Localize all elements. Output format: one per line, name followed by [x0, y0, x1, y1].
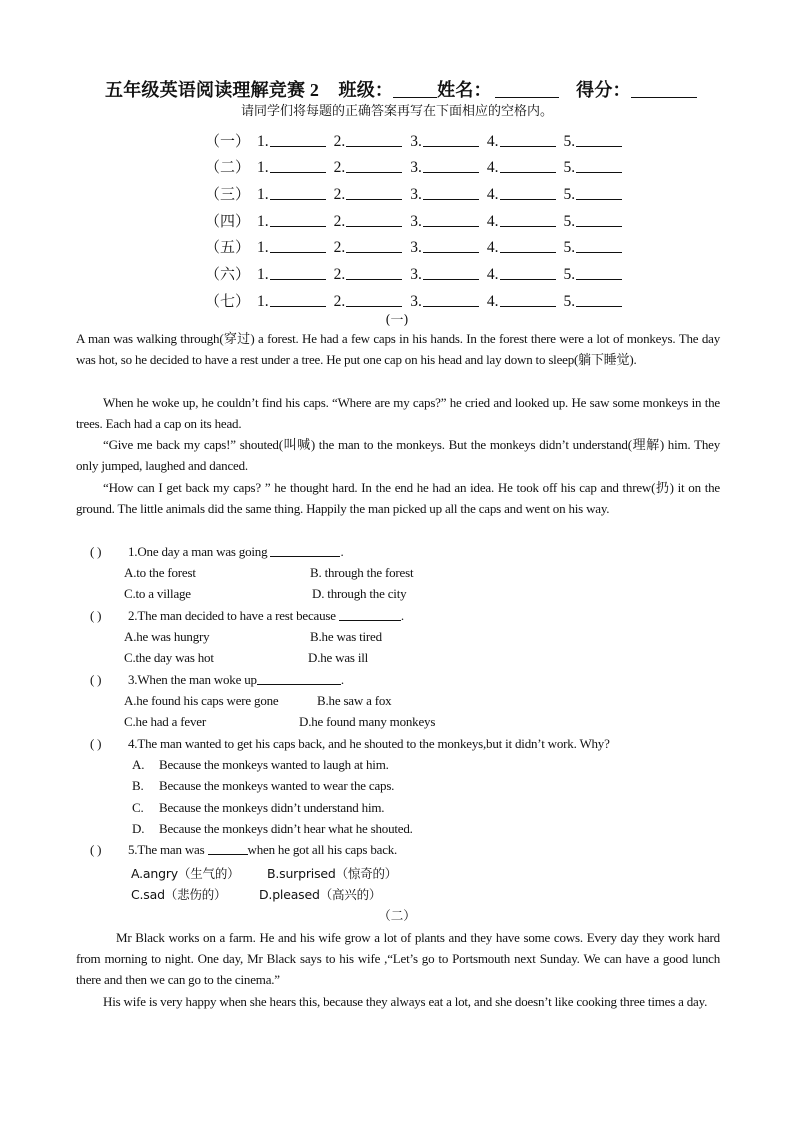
- q1-option-d: D. through the city: [312, 586, 407, 601]
- answer-paren[interactable]: ( ): [90, 608, 102, 623]
- answer-blank[interactable]: [270, 185, 326, 200]
- answer-slot[interactable]: [410, 185, 479, 204]
- question-3: [90, 672, 344, 688]
- answer-blank[interactable]: [346, 292, 402, 307]
- question-text: 3.When the man woke up: [128, 672, 257, 687]
- question-text: 2.The man decided to have a rest because: [128, 608, 339, 623]
- passage1-title: (一): [385, 313, 409, 328]
- answer-slot-number: 2.: [333, 159, 346, 177]
- answer-slot-number: 2.: [333, 239, 346, 257]
- q4-option-a-letter: A.: [132, 757, 145, 772]
- answer-slot[interactable]: [257, 292, 326, 311]
- answer-slot[interactable]: [487, 132, 556, 151]
- answer-blank[interactable]: [576, 292, 622, 307]
- passage2-paragraph-1: Mr Black works on a farm. He and his wife grow a lot of plants and they have some cows. Every day they work hard from morning to night. One day, Mr Black says to his wife ,“Let’s go to Portsmouth next Sunday. We can have a good lunch there and then we can go to the cinema.”: [76, 930, 720, 988]
- q4-option-a: Because the monkeys wanted to laugh at him.: [159, 757, 389, 772]
- answer-slot[interactable]: [334, 158, 403, 177]
- answer-slot[interactable]: [487, 185, 556, 204]
- answer-slot[interactable]: [410, 212, 479, 231]
- question-2: [90, 608, 404, 624]
- answer-blank[interactable]: [500, 238, 556, 253]
- answer-slot[interactable]: [257, 185, 326, 204]
- passage1-paragraph-4: “How can I get back my caps? ” he thought hard. In the end he had an idea. He took off his cap and threw(扔) it on the ground. The little animals did the same thing. Happily the man picked up all the caps and went on his way.: [76, 480, 720, 517]
- q3-option-d: D.he found many monkeys: [299, 714, 436, 729]
- answer-slot[interactable]: [257, 212, 326, 231]
- answer-row: [205, 204, 630, 231]
- answer-slot-number: 5.: [563, 266, 576, 284]
- answer-slot-number: 5.: [563, 212, 576, 230]
- answer-blank[interactable]: [500, 292, 556, 307]
- answer-slot[interactable]: [564, 292, 623, 311]
- answer-blank[interactable]: [423, 265, 479, 280]
- answer-slot[interactable]: [257, 265, 326, 284]
- answer-slot-number: 5.: [563, 159, 576, 177]
- q3-option-b: B.he saw a fox: [317, 693, 392, 708]
- answer-blank[interactable]: [346, 158, 402, 173]
- answer-row-label: （二）: [205, 158, 251, 177]
- answer-slot[interactable]: [257, 158, 326, 177]
- question-text: 5.The man was: [128, 842, 208, 857]
- answer-slot[interactable]: [410, 132, 479, 151]
- answer-blank[interactable]: [423, 158, 479, 173]
- worksheet-title: 五年级英语阅读理解竞赛 2: [105, 80, 320, 100]
- q5-option-d: D.pleased（高兴的）: [259, 887, 382, 902]
- answer-slot-number: 1.: [257, 159, 269, 177]
- answer-blank[interactable]: [500, 265, 556, 280]
- q1-option-a: A.to the forest: [124, 565, 196, 580]
- q5-option-a: A.angry（生气的）: [131, 866, 240, 881]
- answer-row-label: （四）: [205, 211, 251, 230]
- answer-blank[interactable]: [423, 212, 479, 227]
- answer-blank[interactable]: [346, 238, 402, 253]
- answer-slot-number: 4.: [486, 132, 499, 150]
- q4-option-c-letter: C.: [132, 800, 144, 815]
- name-label: 姓名：: [437, 80, 492, 100]
- answer-blank[interactable]: [346, 185, 402, 200]
- answer-row: [205, 151, 630, 178]
- answer-blank[interactable]: [423, 132, 479, 147]
- answer-slot[interactable]: [334, 238, 403, 257]
- passage1-paragraph-1: A man was walking through(穿过) a forest. He had a few caps in his hands. In the forest there were a lot of monkeys. The day was hot, so he decided to have a rest under a tree. He put one cap on his head and lay down to sleep(躺下睡觉).: [76, 331, 720, 368]
- answer-slot[interactable]: [564, 185, 623, 204]
- answer-blank[interactable]: [576, 265, 622, 280]
- answer-slot[interactable]: [564, 132, 623, 151]
- question-1: [90, 544, 344, 560]
- question-blank: [270, 544, 340, 557]
- answer-slot-number: 2.: [333, 212, 346, 230]
- answer-blank[interactable]: [500, 132, 556, 147]
- answer-blank[interactable]: [270, 132, 326, 147]
- answer-row-label: （一）: [205, 131, 251, 150]
- answer-slot-number: 1.: [257, 186, 269, 204]
- answer-slot-number: 3.: [410, 266, 422, 284]
- answer-slot-number: 4.: [486, 292, 499, 310]
- q2-option-d: D.he was ill: [308, 650, 369, 665]
- q5-option-b: B.surprised（惊奇的）: [267, 866, 398, 881]
- answer-row-label: （五）: [205, 238, 251, 257]
- question-end: .: [400, 608, 404, 623]
- answer-blank[interactable]: [270, 292, 326, 307]
- q1-option-c: C.to a village: [124, 586, 191, 601]
- q4-option-d: Because the monkeys didn’t hear what he shouted.: [159, 821, 413, 836]
- q2-option-c: C.the day was hot: [124, 650, 214, 665]
- question-5: [90, 842, 397, 858]
- answer-blank[interactable]: [500, 158, 556, 173]
- q5-option-c: C.sad（悲伤的）: [131, 887, 227, 902]
- answer-blank[interactable]: [576, 158, 622, 173]
- answer-slot[interactable]: [487, 212, 556, 231]
- q4-option-b: Because the monkeys wanted to wear the caps.: [159, 778, 395, 793]
- answer-slot[interactable]: [334, 132, 403, 151]
- answer-slot-number: 5.: [563, 292, 576, 310]
- question-blank: [257, 672, 341, 685]
- answer-slot-number: 3.: [410, 239, 422, 257]
- answer-row: [205, 231, 630, 258]
- answer-slot[interactable]: [487, 238, 556, 257]
- answer-slot[interactable]: [487, 292, 556, 311]
- answer-slot-number: 4.: [486, 186, 499, 204]
- answer-slot[interactable]: [564, 265, 623, 284]
- answer-paren[interactable]: ( ): [90, 544, 102, 559]
- answer-slot-number: 4.: [486, 239, 499, 257]
- answer-blank[interactable]: [576, 185, 622, 200]
- q4-option-b-letter: B.: [132, 778, 144, 793]
- answer-slot[interactable]: [334, 292, 403, 311]
- question-blank: [208, 842, 248, 855]
- score-label: 得分：: [576, 80, 631, 100]
- answer-slot-number: 3.: [410, 212, 422, 230]
- answer-row-label: （三）: [205, 185, 251, 204]
- answer-blank[interactable]: [270, 238, 326, 253]
- answer-slot-number: 4.: [486, 266, 499, 284]
- q2-option-b: B.he was tired: [310, 629, 382, 644]
- answer-slot[interactable]: [410, 265, 479, 284]
- q3-option-c: C.he had a fever: [124, 714, 206, 729]
- answer-slot[interactable]: [334, 212, 403, 231]
- q2-option-a: A.he was hungry: [124, 629, 210, 644]
- answer-blank[interactable]: [270, 265, 326, 280]
- answer-row: [205, 284, 630, 311]
- question-text: 1.One day a man was going: [128, 544, 271, 559]
- name-field[interactable]: [495, 81, 559, 98]
- answer-paren[interactable]: ( ): [90, 736, 102, 751]
- answer-blank[interactable]: [346, 132, 402, 147]
- answer-slot-number: 5.: [563, 132, 576, 150]
- answer-slot[interactable]: [410, 292, 479, 311]
- score-field[interactable]: [631, 81, 697, 98]
- answer-slot[interactable]: [257, 132, 326, 151]
- answer-slot-number: 3.: [410, 186, 422, 204]
- class-label: 班级：: [338, 80, 394, 100]
- answer-blank[interactable]: [423, 185, 479, 200]
- answer-slot-number: 1.: [257, 239, 269, 257]
- answer-blank[interactable]: [576, 132, 622, 147]
- answer-row-label: （六）: [205, 265, 251, 284]
- class-field[interactable]: [393, 81, 437, 98]
- answer-slot[interactable]: [487, 158, 556, 177]
- q1-option-b: B. through the forest: [310, 565, 414, 580]
- answer-slot-number: 4.: [486, 212, 499, 230]
- answer-slot[interactable]: [257, 238, 326, 257]
- answer-slot[interactable]: [410, 238, 479, 257]
- answer-slot[interactable]: [334, 185, 403, 204]
- answer-blank[interactable]: [576, 238, 622, 253]
- q4-option-d-letter: D.: [132, 821, 145, 836]
- answer-slot[interactable]: [564, 212, 623, 231]
- passage1-paragraph-2: When he woke up, he couldn’t find his caps. “Where are my caps?” he cried and looked up. He saw some monkeys in the trees. Each had a cap on its head.: [76, 395, 720, 432]
- q4-option-c: Because the monkeys didn’t understand him.: [159, 800, 385, 815]
- question-blank: [339, 608, 401, 621]
- answer-slot-number: 3.: [410, 292, 422, 310]
- answer-slot-number: 3.: [410, 132, 422, 150]
- answer-row: [205, 257, 630, 284]
- answer-paren[interactable]: ( ): [90, 672, 102, 687]
- answer-slot-number: 3.: [410, 159, 422, 177]
- answer-blank[interactable]: [423, 292, 479, 307]
- answer-blank[interactable]: [500, 185, 556, 200]
- answer-slot-number: 4.: [486, 159, 499, 177]
- answer-slot-number: 1.: [257, 132, 269, 150]
- answer-slot-number: 2.: [333, 186, 346, 204]
- answer-row-label: （七）: [205, 291, 251, 310]
- worksheet-header: [105, 76, 705, 102]
- question-text-end: when he got all his caps back.: [247, 842, 398, 857]
- answer-row: [205, 124, 630, 151]
- answer-sheet: [205, 124, 630, 311]
- answer-slot-number: 2.: [333, 132, 346, 150]
- answer-paren[interactable]: ( ): [90, 842, 102, 857]
- passage2-title: （二）: [378, 908, 416, 923]
- answer-slot-number: 2.: [333, 292, 346, 310]
- question-text: 4.The man wanted to get his caps back, and he shouted to the monkeys,but it didn’t work. Why?: [128, 736, 610, 751]
- question-end: .: [340, 672, 344, 687]
- passage2-paragraph-2: His wife is very happy when she hears this, because they always eat a lot, and she doesn’t like cooking three times a day.: [103, 994, 708, 1009]
- answer-slot[interactable]: [334, 265, 403, 284]
- answer-blank[interactable]: [270, 158, 326, 173]
- answer-slot[interactable]: [564, 158, 623, 177]
- answer-blank[interactable]: [346, 212, 402, 227]
- question-end: .: [340, 544, 344, 559]
- answer-blank[interactable]: [346, 265, 402, 280]
- answer-blank[interactable]: [423, 238, 479, 253]
- answer-slot-number: 5.: [563, 186, 576, 204]
- answer-slot[interactable]: [410, 158, 479, 177]
- question-4: [90, 736, 610, 752]
- answer-blank[interactable]: [500, 212, 556, 227]
- q3-option-a: A.he found his caps were gone: [124, 693, 279, 708]
- answer-slot[interactable]: [564, 238, 623, 257]
- answer-slot[interactable]: [487, 265, 556, 284]
- answer-slot-number: 2.: [333, 266, 346, 284]
- instruction-text: 请同学们将每题的正确答案再写在下面相应的空格内。: [240, 104, 553, 119]
- answer-row: [205, 177, 630, 204]
- answer-slot-number: 1.: [257, 212, 269, 230]
- answer-slot-number: 1.: [257, 266, 269, 284]
- answer-slot-number: 5.: [563, 239, 576, 257]
- answer-blank[interactable]: [270, 212, 326, 227]
- passage1-paragraph-3: “Give me back my caps!” shouted(叫喊) the man to the monkeys. But the monkeys didn’t understand(理解) him. They only jumped, laughed and danced.: [76, 437, 720, 474]
- answer-slot-number: 1.: [257, 292, 269, 310]
- answer-blank[interactable]: [576, 212, 622, 227]
